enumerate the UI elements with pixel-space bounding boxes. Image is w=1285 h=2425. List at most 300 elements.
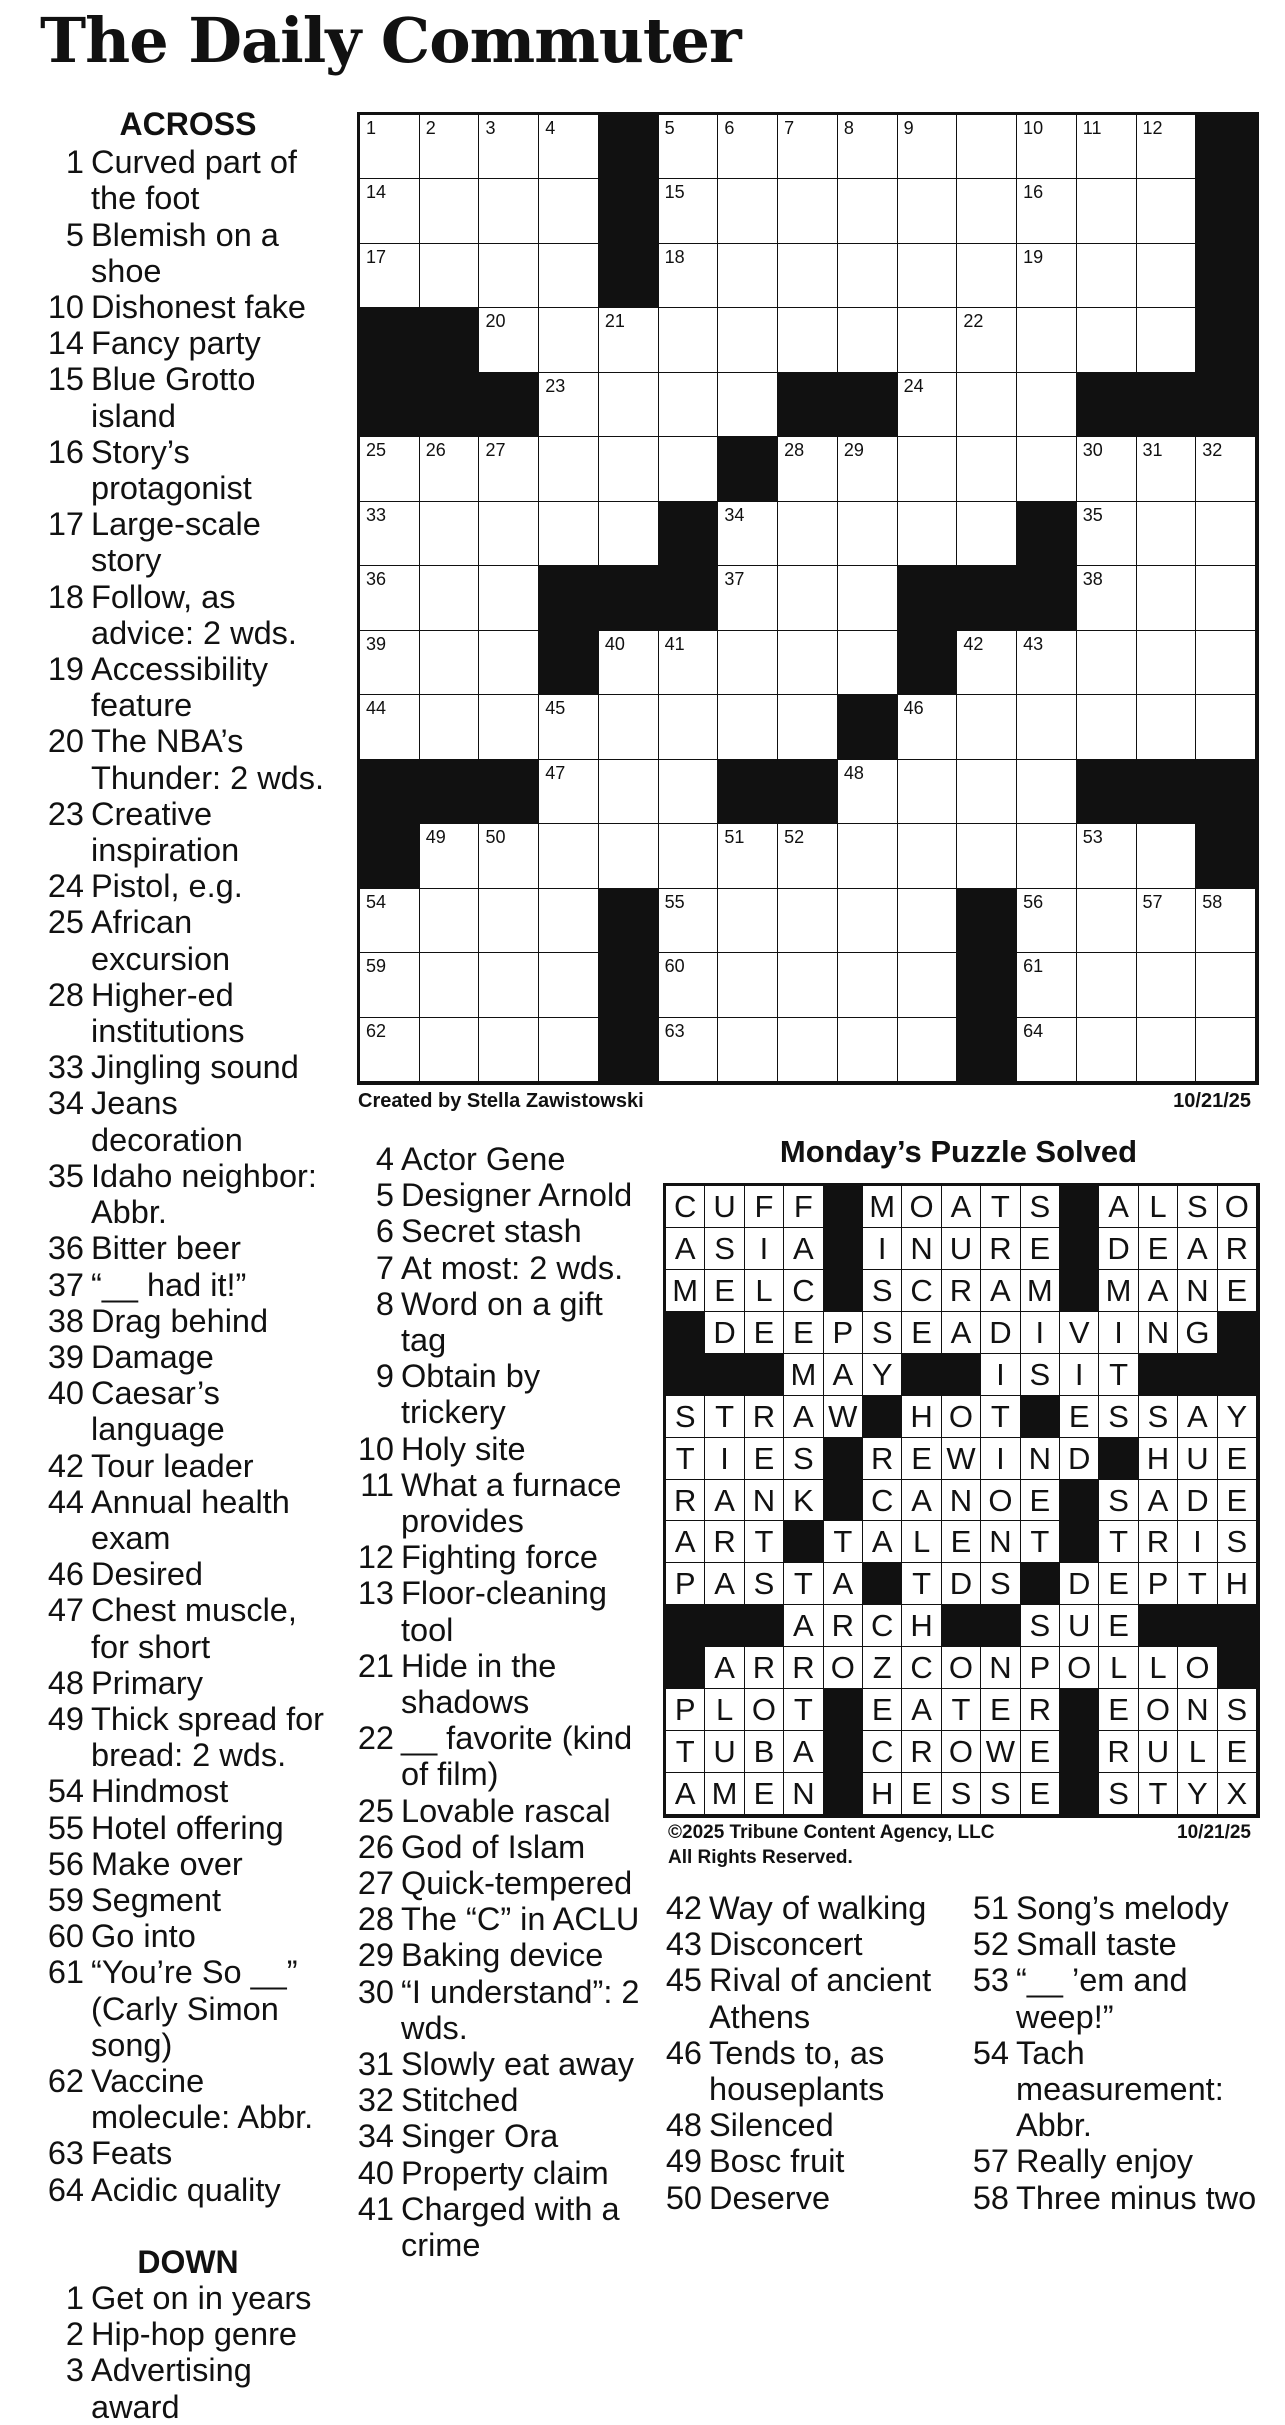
grid-cell[interactable] — [420, 437, 480, 501]
solved-cell — [1099, 1731, 1138, 1773]
solved-cell — [824, 1354, 863, 1396]
grid-cell[interactable] — [1017, 631, 1077, 695]
solved-rights: All Rights Reserved. — [668, 1847, 853, 1868]
solved-cell — [981, 1312, 1020, 1354]
grid-cell[interactable] — [599, 824, 659, 888]
grid-cell[interactable] — [898, 889, 958, 953]
grid-cell[interactable] — [479, 631, 539, 695]
grid-cell[interactable] — [718, 889, 778, 953]
cell-number: 55 — [664, 891, 685, 912]
clue-text: “You’re So __” (Carly Simon song) — [91, 1954, 298, 2063]
grid-cell[interactable] — [1017, 437, 1077, 501]
grid-cell[interactable] — [599, 373, 659, 437]
grid-cell[interactable] — [957, 437, 1017, 501]
grid-cell[interactable] — [778, 179, 838, 243]
grid-cell[interactable] — [778, 953, 838, 1017]
cell-number: 63 — [664, 1020, 685, 1041]
solved-letter: A — [832, 1566, 854, 1602]
grid-cell[interactable] — [838, 889, 898, 953]
solved-letter: S — [1226, 1524, 1248, 1560]
grid-cell[interactable] — [898, 695, 958, 759]
grid-cell[interactable] — [420, 631, 480, 695]
grid-cell[interactable] — [479, 1018, 539, 1082]
grid-cell[interactable] — [479, 953, 539, 1017]
clue-number: 49 — [47, 1700, 84, 1737]
grid-cell[interactable] — [957, 760, 1017, 824]
grid-cell[interactable] — [659, 115, 719, 179]
solved-letter: E — [753, 1776, 775, 1812]
grid-cell[interactable] — [1077, 953, 1137, 1017]
solved-letter: A — [714, 1650, 735, 1686]
clue-text: Desired — [91, 1556, 203, 1593]
clue-text: Property claim — [401, 2154, 609, 2191]
solved-letter: T — [990, 1189, 1010, 1224]
grid-cell[interactable] — [957, 179, 1017, 243]
clue-number: 34 — [357, 2118, 394, 2155]
clue-text: Hotel offering — [91, 1809, 284, 1846]
grid-cell[interactable] — [778, 566, 838, 630]
grid-cell[interactable] — [479, 889, 539, 953]
grid-cell[interactable] — [957, 631, 1017, 695]
grid-cell[interactable] — [659, 695, 719, 759]
solved-block — [1218, 1647, 1257, 1689]
grid-cell[interactable] — [599, 308, 659, 372]
grid-cell[interactable] — [659, 373, 719, 437]
grid-cell[interactable] — [599, 760, 659, 824]
solved-letter: I — [1114, 1314, 1123, 1350]
down_col3-clue — [656, 2143, 956, 2179]
grid-cell[interactable] — [1137, 889, 1197, 953]
grid-block — [838, 695, 898, 759]
grid-cell[interactable] — [778, 437, 838, 501]
grid-cell[interactable] — [479, 179, 539, 243]
grid-block — [957, 566, 1017, 630]
grid-cell[interactable] — [659, 889, 719, 953]
grid-cell[interactable] — [360, 566, 420, 630]
solved-block — [824, 1438, 863, 1480]
grid-cell[interactable] — [659, 244, 719, 308]
grid-cell[interactable] — [838, 566, 898, 630]
grid-cell[interactable] — [599, 437, 659, 501]
grid-block — [599, 889, 659, 953]
grid-cell[interactable] — [1137, 179, 1197, 243]
solved-letter: S — [1108, 1398, 1129, 1434]
grid-cell[interactable] — [659, 760, 719, 824]
grid-cell[interactable] — [1077, 115, 1137, 179]
grid-cell[interactable] — [898, 115, 958, 179]
grid-cell[interactable] — [539, 502, 599, 566]
grid-cell[interactable] — [1137, 502, 1197, 566]
grid-cell[interactable] — [659, 824, 719, 888]
grid-block — [1196, 308, 1256, 372]
solved-letter: E — [1108, 1692, 1129, 1728]
grid-cell[interactable] — [1017, 115, 1077, 179]
grid-cell[interactable] — [957, 308, 1017, 372]
grid-cell[interactable] — [838, 1018, 898, 1082]
clue-number: 44 — [47, 1483, 84, 1520]
grid-cell[interactable] — [1137, 566, 1197, 630]
grid-cell[interactable] — [479, 695, 539, 759]
grid-cell[interactable] — [360, 631, 420, 695]
grid-cell[interactable] — [898, 502, 958, 566]
solved-cell — [863, 1521, 902, 1563]
grid-cell[interactable] — [360, 437, 420, 501]
grid-cell[interactable] — [838, 308, 898, 372]
solved-block — [1060, 1689, 1099, 1731]
grid-block — [1017, 502, 1077, 566]
clue-text: Rival of ancient Athens — [709, 1962, 932, 2035]
grid-cell[interactable] — [957, 244, 1017, 308]
across-clue — [38, 1303, 338, 1339]
grid-cell[interactable] — [718, 373, 778, 437]
grid-cell[interactable] — [778, 1018, 838, 1082]
grid-cell[interactable] — [718, 953, 778, 1017]
solved-letter: U — [713, 1189, 736, 1224]
grid-cell[interactable] — [659, 631, 719, 695]
solved-cell — [902, 1731, 941, 1773]
across-clue — [38, 579, 338, 651]
grid-cell[interactable] — [1196, 695, 1256, 759]
solved-cell — [824, 1605, 863, 1647]
grid-cell[interactable] — [479, 437, 539, 501]
clue-text: Blue Grotto island — [91, 361, 256, 434]
grid-cell[interactable] — [1077, 631, 1137, 695]
cell-number: 49 — [425, 827, 446, 848]
grid-cell[interactable] — [659, 179, 719, 243]
grid-cell[interactable] — [1017, 373, 1077, 437]
clue-text: Singer Ora — [401, 2118, 559, 2155]
grid-cell[interactable] — [420, 889, 480, 953]
grid-cell[interactable] — [599, 502, 659, 566]
grid-cell[interactable] — [1017, 179, 1077, 243]
grid-cell[interactable] — [778, 308, 838, 372]
grid-cell[interactable] — [360, 953, 420, 1017]
grid-cell[interactable] — [838, 115, 898, 179]
grid-cell[interactable] — [1137, 631, 1197, 695]
grid-cell[interactable] — [1137, 953, 1197, 1017]
solved-letter: C — [910, 1272, 933, 1308]
grid-cell[interactable] — [957, 115, 1017, 179]
solved-cell — [784, 1605, 823, 1647]
solved-cell — [863, 1647, 902, 1689]
grid-cell[interactable] — [718, 1018, 778, 1082]
solved-cell — [981, 1731, 1020, 1773]
solved-cell — [1099, 1605, 1138, 1647]
grid-cell[interactable] — [957, 373, 1017, 437]
solved-block — [784, 1521, 823, 1563]
grid-cell[interactable] — [479, 824, 539, 888]
grid-cell[interactable] — [898, 244, 958, 308]
clue-text: Three minus two — [1016, 2179, 1257, 2216]
grid-cell[interactable] — [778, 115, 838, 179]
solved-cell — [1178, 1480, 1217, 1522]
solved-letter: R — [871, 1440, 894, 1476]
clue-text: Hindmost — [91, 1773, 229, 1810]
crossword-grid[interactable] — [357, 112, 1259, 1085]
grid-cell[interactable] — [360, 244, 420, 308]
grid-cell[interactable] — [599, 631, 659, 695]
grid-cell[interactable] — [838, 631, 898, 695]
grid-cell[interactable] — [1017, 244, 1077, 308]
grid-cell[interactable] — [1137, 695, 1197, 759]
solved-letter: D — [989, 1314, 1012, 1350]
clue-number: 59 — [47, 1881, 84, 1918]
across-clue — [38, 1375, 338, 1447]
grid-cell[interactable] — [838, 824, 898, 888]
grid-cell[interactable] — [360, 115, 420, 179]
grid-cell[interactable] — [539, 1018, 599, 1082]
grid-cell[interactable] — [898, 1018, 958, 1082]
across-clue — [38, 868, 338, 904]
solved-letter: P — [674, 1566, 696, 1602]
cell-number: 17 — [366, 246, 387, 267]
grid-cell[interactable] — [420, 502, 480, 566]
clue-number: 1 — [65, 144, 84, 181]
grid-cell[interactable] — [1017, 308, 1077, 372]
solved-block — [1218, 1312, 1257, 1354]
grid-cell[interactable] — [539, 695, 599, 759]
grid-cell[interactable] — [1077, 437, 1137, 501]
grid-cell[interactable] — [1196, 566, 1256, 630]
grid-cell[interactable] — [1017, 760, 1077, 824]
grid-cell[interactable] — [838, 760, 898, 824]
grid-cell[interactable] — [778, 824, 838, 888]
grid-cell[interactable] — [898, 953, 958, 1017]
grid-cell[interactable] — [539, 824, 599, 888]
grid-cell[interactable] — [718, 631, 778, 695]
grid-cell[interactable] — [1077, 566, 1137, 630]
grid-cell[interactable] — [539, 953, 599, 1017]
grid-cell[interactable] — [957, 695, 1017, 759]
grid-cell[interactable] — [479, 308, 539, 372]
solved-cell — [1218, 1689, 1257, 1731]
grid-cell[interactable] — [838, 244, 898, 308]
across-clue — [38, 1882, 338, 1918]
grid-cell[interactable] — [1077, 695, 1137, 759]
solved-letter: N — [910, 1230, 933, 1266]
solved-cell — [1099, 1563, 1138, 1605]
grid-cell[interactable] — [360, 695, 420, 759]
cell-number: 28 — [784, 440, 805, 461]
solved-letter: I — [1035, 1314, 1045, 1350]
solved-letter: U — [949, 1230, 973, 1266]
grid-cell[interactable] — [360, 1018, 420, 1082]
solved-block — [824, 1773, 863, 1815]
grid-cell[interactable] — [479, 115, 539, 179]
clue-text: “__ ’em and weep!” — [1016, 1962, 1188, 2035]
grid-cell[interactable] — [599, 695, 659, 759]
grid-cell[interactable] — [1196, 953, 1256, 1017]
solved-cell — [902, 1438, 941, 1480]
grid-cell[interactable] — [1077, 308, 1137, 372]
grid-cell[interactable] — [1137, 437, 1197, 501]
grid-cell[interactable] — [1196, 437, 1256, 501]
grid-cell[interactable] — [659, 1018, 719, 1082]
solved-letter: S — [990, 1776, 1011, 1812]
grid-cell[interactable] — [659, 437, 719, 501]
grid-cell[interactable] — [718, 179, 778, 243]
clue-number: 10 — [357, 1430, 394, 1467]
grid-cell[interactable] — [1196, 631, 1256, 695]
cell-number: 47 — [545, 762, 566, 783]
grid-cell[interactable] — [1077, 179, 1137, 243]
grid-cell[interactable] — [479, 566, 539, 630]
grid-cell[interactable] — [539, 308, 599, 372]
solved-cell — [981, 1480, 1020, 1522]
grid-cell[interactable] — [778, 502, 838, 566]
grid-cell[interactable] — [718, 115, 778, 179]
solved-letter: E — [911, 1440, 932, 1476]
grid-cell[interactable] — [479, 502, 539, 566]
grid-cell[interactable] — [1017, 1018, 1077, 1082]
grid-cell[interactable] — [898, 437, 958, 501]
grid-cell[interactable] — [1137, 824, 1197, 888]
grid-cell[interactable] — [1017, 695, 1077, 759]
grid-cell[interactable] — [420, 824, 480, 888]
grid-cell[interactable] — [718, 244, 778, 308]
grid-cell[interactable] — [838, 179, 898, 243]
solved-letter: E — [911, 1776, 932, 1812]
grid-cell[interactable] — [420, 244, 480, 308]
clue-text: African excursion — [91, 904, 231, 977]
across-clue — [38, 144, 338, 216]
grid-cell[interactable] — [778, 631, 838, 695]
solved-letter: N — [752, 1482, 776, 1518]
down_col2-clue — [348, 1286, 648, 1358]
grid-cell[interactable] — [360, 502, 420, 566]
grid-cell[interactable] — [539, 115, 599, 179]
grid-cell[interactable] — [778, 695, 838, 759]
solved-letter: V — [1068, 1314, 1090, 1350]
solved-cell — [666, 1731, 705, 1773]
grid-cell[interactable] — [898, 308, 958, 372]
grid-cell[interactable] — [539, 760, 599, 824]
across-clue — [38, 796, 338, 868]
grid-cell[interactable] — [898, 373, 958, 437]
solved-letter: G — [1185, 1314, 1210, 1350]
grid-cell[interactable] — [420, 115, 480, 179]
grid-cell[interactable] — [838, 953, 898, 1017]
clue-text: Secret stash — [401, 1213, 582, 1250]
grid-block — [778, 373, 838, 437]
solved-letter: S — [1108, 1776, 1129, 1812]
grid-cell[interactable] — [898, 824, 958, 888]
grid-cell[interactable] — [420, 179, 480, 243]
clue-text: Caesar’s language — [91, 1375, 225, 1448]
grid-cell[interactable] — [420, 566, 480, 630]
solved-letter: R — [949, 1272, 973, 1308]
grid-cell[interactable] — [1077, 889, 1137, 953]
grid-cell[interactable] — [898, 760, 958, 824]
grid-cell[interactable] — [1077, 824, 1137, 888]
grid-cell[interactable] — [838, 437, 898, 501]
grid-cell[interactable] — [420, 695, 480, 759]
grid-cell[interactable] — [1137, 1018, 1197, 1082]
solved-cell — [705, 1480, 744, 1522]
solved-cell — [1021, 1438, 1060, 1480]
grid-cell[interactable] — [420, 953, 480, 1017]
grid-cell[interactable] — [1196, 502, 1256, 566]
solved-cell — [902, 1270, 941, 1312]
clue-number: 41 — [357, 2190, 394, 2227]
grid-cell[interactable] — [1077, 1018, 1137, 1082]
grid-cell[interactable] — [778, 889, 838, 953]
cell-number: 2 — [425, 118, 436, 138]
solved-block — [863, 1563, 902, 1605]
cell-number: 37 — [724, 569, 745, 590]
grid-cell[interactable] — [360, 179, 420, 243]
grid-cell[interactable] — [1017, 824, 1077, 888]
solved-cell — [745, 1480, 784, 1522]
grid-cell[interactable] — [1196, 889, 1256, 953]
solved-cell — [1178, 1731, 1217, 1773]
grid-cell[interactable] — [718, 695, 778, 759]
solved-letter: D — [1186, 1482, 1209, 1518]
grid-cell[interactable] — [539, 889, 599, 953]
cell-number: 29 — [843, 440, 864, 461]
grid-cell[interactable] — [718, 566, 778, 630]
solved-letter: M — [869, 1189, 896, 1224]
grid-cell[interactable] — [957, 824, 1017, 888]
grid-cell[interactable] — [659, 308, 719, 372]
solved-cell — [1139, 1521, 1178, 1563]
solved-letter: L — [1109, 1650, 1128, 1686]
grid-cell[interactable] — [1077, 244, 1137, 308]
grid-cell[interactable] — [539, 373, 599, 437]
grid-block — [420, 308, 480, 372]
solved-cell — [824, 1312, 863, 1354]
grid-cell[interactable] — [1017, 953, 1077, 1017]
grid-cell[interactable] — [539, 437, 599, 501]
solved-cell — [1099, 1480, 1138, 1522]
grid-cell[interactable] — [1017, 889, 1077, 953]
clue-number: 16 — [47, 433, 84, 470]
solved-letter: D — [1068, 1566, 1091, 1602]
clue-number: 23 — [47, 795, 84, 832]
grid-cell[interactable] — [539, 179, 599, 243]
grid-cell[interactable] — [1137, 115, 1197, 179]
grid-cell[interactable] — [778, 244, 838, 308]
solved-cell — [1139, 1438, 1178, 1480]
grid-cell[interactable] — [718, 502, 778, 566]
grid-cell[interactable] — [1137, 308, 1197, 372]
solved-cell — [1218, 1396, 1257, 1438]
across-clue — [38, 1954, 338, 2063]
grid-cell[interactable] — [1137, 244, 1197, 308]
grid-cell[interactable] — [360, 889, 420, 953]
grid-cell[interactable] — [838, 502, 898, 566]
solved-cell — [1218, 1186, 1257, 1228]
grid-cell[interactable] — [718, 824, 778, 888]
grid-cell[interactable] — [539, 244, 599, 308]
solved-cell — [1139, 1270, 1178, 1312]
solved-cell — [705, 1228, 744, 1270]
grid-cell[interactable] — [1077, 502, 1137, 566]
grid-cell[interactable] — [479, 244, 539, 308]
down_col2-clue — [348, 1793, 648, 1829]
solved-cell — [1060, 1312, 1099, 1354]
grid-cell[interactable] — [1196, 1018, 1256, 1082]
solved-cell — [666, 1396, 705, 1438]
grid-cell[interactable] — [659, 953, 719, 1017]
clue-number: 21 — [357, 1647, 394, 1684]
clue-text: Primary — [91, 1664, 203, 1701]
solved-cell — [1099, 1354, 1138, 1396]
grid-cell[interactable] — [957, 502, 1017, 566]
grid-cell[interactable] — [718, 308, 778, 372]
grid-cell[interactable] — [420, 1018, 480, 1082]
grid-cell[interactable] — [898, 179, 958, 243]
